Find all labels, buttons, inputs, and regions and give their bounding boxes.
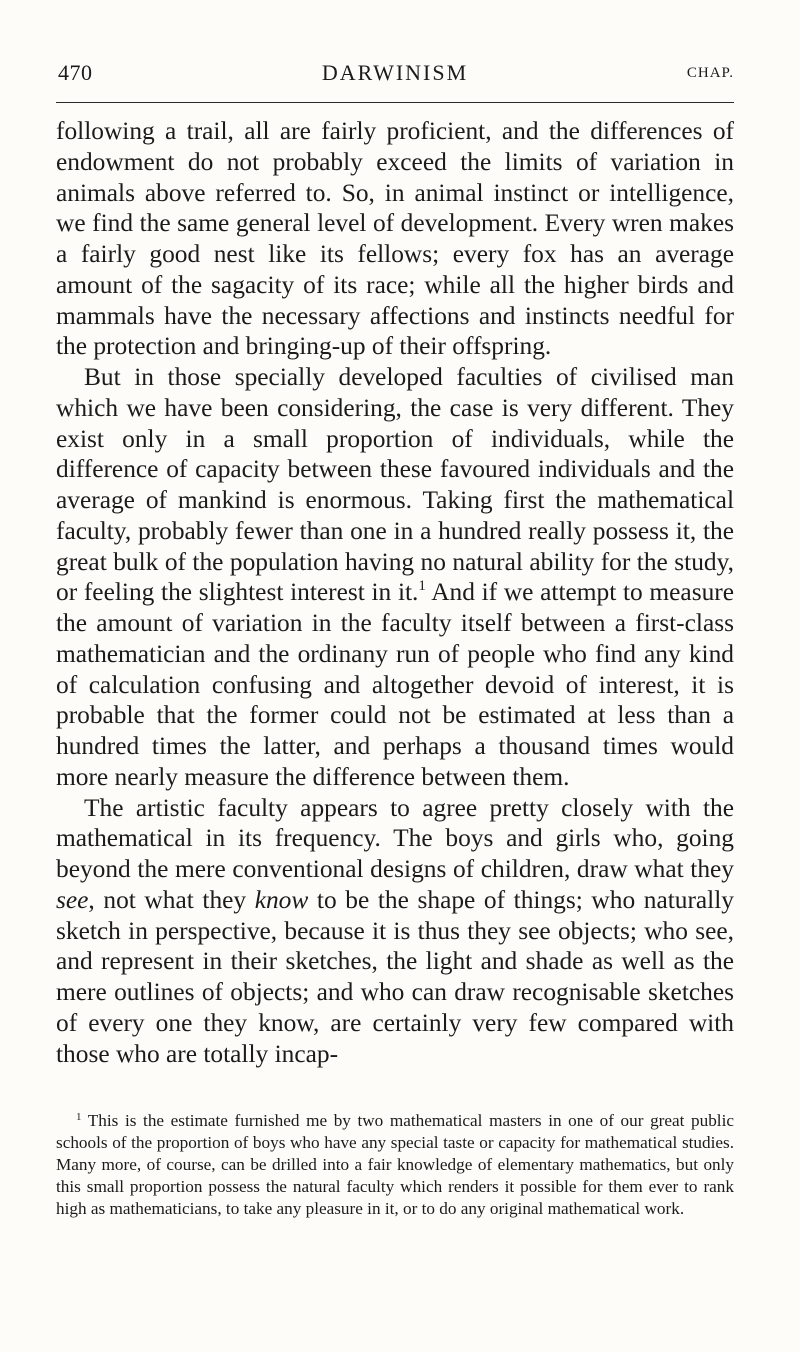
chapter-label: CHAP. bbox=[686, 65, 734, 81]
footnote-marker: 1 bbox=[76, 1111, 82, 1123]
header-rule bbox=[56, 102, 734, 103]
emphasis-know: know bbox=[254, 885, 309, 914]
running-title: DARWINISM bbox=[321, 60, 469, 85]
paragraph-text: And if we attempt to measure the amount of variation in the faculty itself between a first-class mathematician and the ordinany run of people who find any kind of calculation confusing and altogether devoid of interest, it is probable that the former could not be estimated at less than a hundred times the latter, and perhaps a thousand times would more nearly measure the difference between them. bbox=[56, 578, 734, 791]
footnote bbox=[56, 1110, 734, 1220]
paragraph-text: to be the shape of things; who naturally sketch in perspective, because it is thus they see objects; who see, and represent in their sketches, the light and shade as well as the mere outlines of objects; and who can draw recognisable sketches of every one they know, are certainly very few compared with those who are totally incap- bbox=[56, 885, 734, 1068]
footnote-reference: 1 bbox=[418, 578, 426, 595]
paragraph-mathematical-faculty bbox=[56, 362, 734, 793]
paragraph-continued: following a trail, all are fairly proficient, and the differences of endowment do not probably exceed the limits of variation in animals above referred to. So, in animal instinct or intelligence, we find the same general level of development. Every wren makes a fairly good nest like its fellows; every fox has an average amount of the sagacity of its race; while all the higher birds and mammals have the necessary affections and instincts needful for the protection and bringing-up of their offspring. bbox=[56, 117, 734, 361]
footnotes bbox=[56, 1110, 734, 1220]
running-head bbox=[56, 60, 734, 100]
body-text bbox=[56, 116, 734, 1069]
page-number: 470 bbox=[58, 60, 93, 85]
paragraph-text: , not what they bbox=[88, 885, 255, 914]
paragraph-artistic-faculty bbox=[56, 793, 734, 1070]
paragraph-text: The artistic faculty appears to agree pretty closely with the mathematical in its frequency. The boys and girls who, going beyond the mere conventional designs of children, draw what they bbox=[56, 793, 734, 883]
paragraph-text: But in those specially developed faculties of civilised man which we have been considering, the case is very different. They exist only in a small proportion of individuals, while the difference of capacity between these favoured individuals and the average of mankind is enormous. Taking first the mathematical faculty, probably fewer than one in a hundred really possess it, the great bulk of the population having no natural ability for the study, or feeling the slightest interest in it. bbox=[56, 363, 734, 607]
emphasis-see: see bbox=[56, 885, 89, 914]
footnote-text: This is the estimate furnished me by two mathematical masters in one of our great public schools of the proportion of boys who have any special taste or capacity for mathematical studies. Many more, of course, can be drilled into a fair knowledge of elementary mathematics, but only this small proportion possess the natural faculty which renders it possible for them ever to rank high as mathematicians, to take any pleasure in it, or to do any original mathematical work. bbox=[56, 1111, 734, 1218]
